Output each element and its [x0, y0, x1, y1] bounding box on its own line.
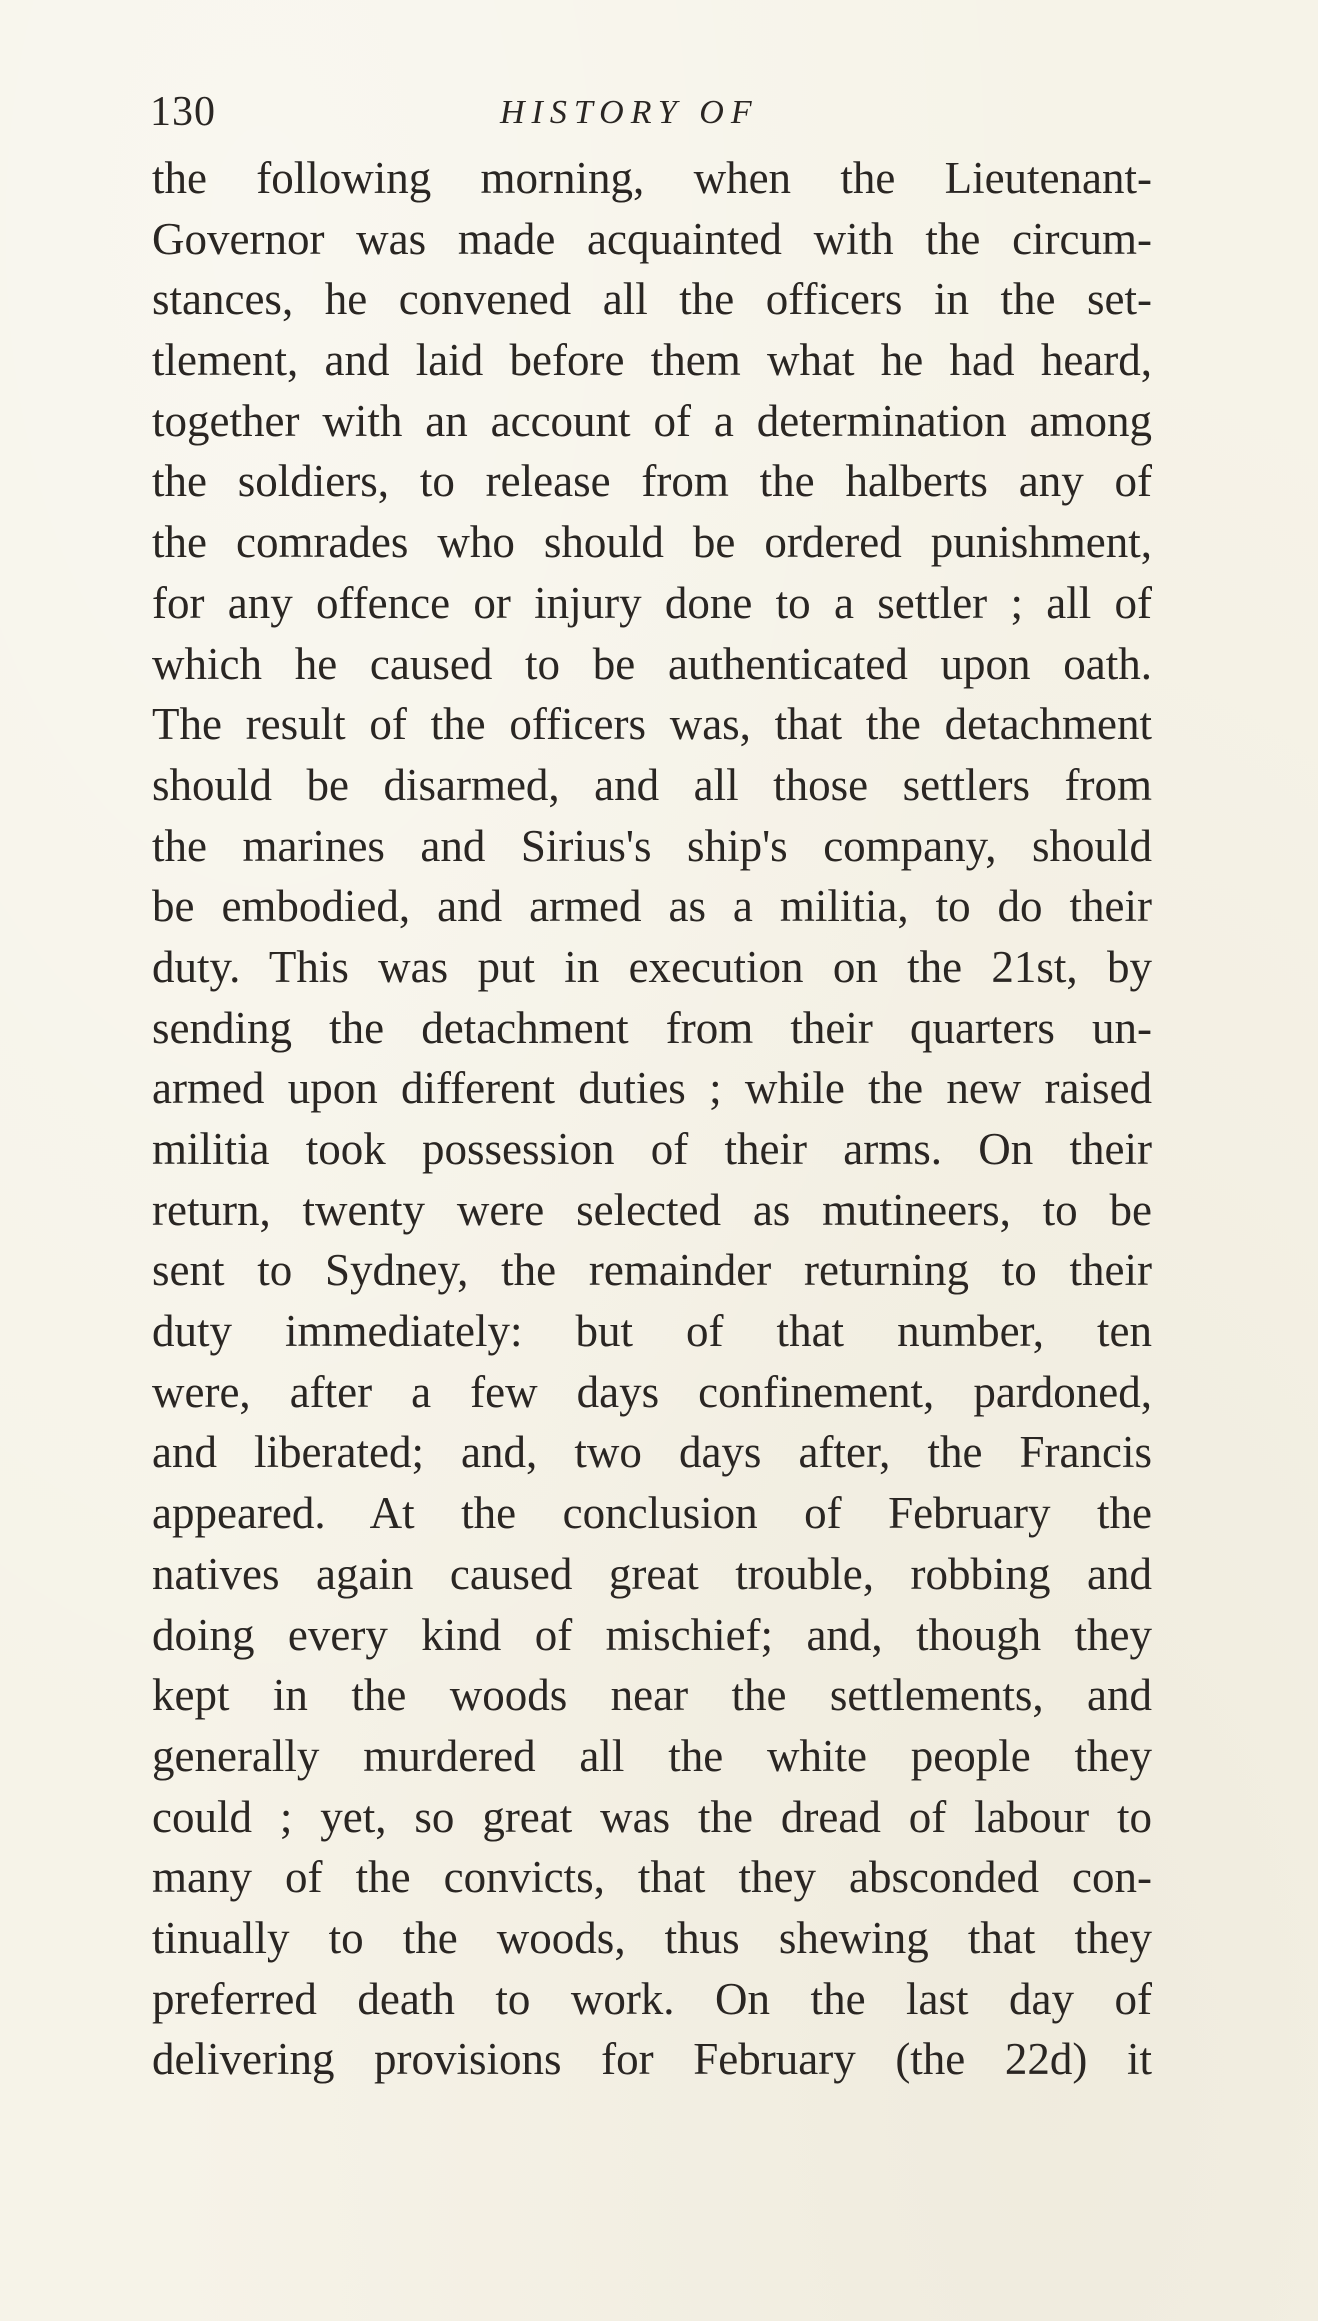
running-title: HISTORY OF: [500, 94, 759, 131]
text-line: armed upon different duties ; while the new raised: [152, 1063, 1152, 1114]
text-line: preferred death to work. On the last day of: [152, 1973, 1152, 2024]
text-line: the soldiers, to release from the halberts any of: [152, 456, 1152, 507]
text-line: should be disarmed, and all those settlers from: [152, 759, 1152, 810]
text-line: together with an account of a determination among: [152, 395, 1152, 446]
text-line: duty. This was put in execution on the 21st, by: [152, 941, 1152, 992]
text-line: be embodied, and armed as a militia, to do their: [152, 881, 1152, 932]
text-line: which he caused to be authenticated upon oath.: [152, 638, 1152, 689]
page-number: 130: [150, 89, 216, 135]
text-line: were, after a few days confinement, pardoned,: [152, 1366, 1152, 1417]
text-line: the marines and Sirius's ship's company, should: [152, 820, 1152, 871]
body-text: [152, 148, 1152, 2090]
text-line: kept in the woods near the settlements, and: [152, 1670, 1152, 1721]
text-line: the following morning, when the Lieutenant-: [152, 153, 1152, 203]
text-line: doing every kind of mischief; and, though they: [152, 1609, 1152, 1660]
text-line: duty immediately: but of that number, ten: [152, 1306, 1152, 1357]
text-line: sent to Sydney, the remainder returning to their: [152, 1245, 1152, 1296]
text-line: sending the detachment from their quarters un-: [152, 1002, 1152, 1053]
text-line: natives again caused great trouble, robbing and: [152, 1548, 1152, 1599]
text-line: The result of the officers was, that the detachment: [152, 699, 1152, 750]
text-line: militia took possession of their arms. On their: [152, 1124, 1152, 1174]
text-line: tinually to the woods, thus shewing that they: [152, 1912, 1152, 1963]
text-line: and liberated; and, two days after, the Francis: [152, 1427, 1152, 1478]
text-line: Governor was made acquainted with the circum-: [152, 213, 1152, 264]
text-line: generally murdered all the white people they: [152, 1730, 1152, 1781]
text-line: delivering provisions for February (the 22d) it: [152, 2034, 1152, 2085]
text-line: tlement, and laid before them what he had heard,: [152, 335, 1152, 386]
text-line: many of the convicts, that they absconded con-: [152, 1852, 1152, 1903]
text-line: for any offence or injury done to a settler ; all of: [152, 577, 1152, 628]
text-line: could ; yet, so great was the dread of labour to: [152, 1791, 1152, 1842]
page-header: [150, 88, 1140, 148]
text-line: appeared. At the conclusion of February the: [152, 1488, 1152, 1539]
text-line: return, twenty were selected as mutineers, to be: [152, 1184, 1152, 1235]
text-line: stances, he convened all the officers in the set-: [152, 274, 1152, 325]
text-line: the comrades who should be ordered punishment,: [152, 517, 1152, 568]
